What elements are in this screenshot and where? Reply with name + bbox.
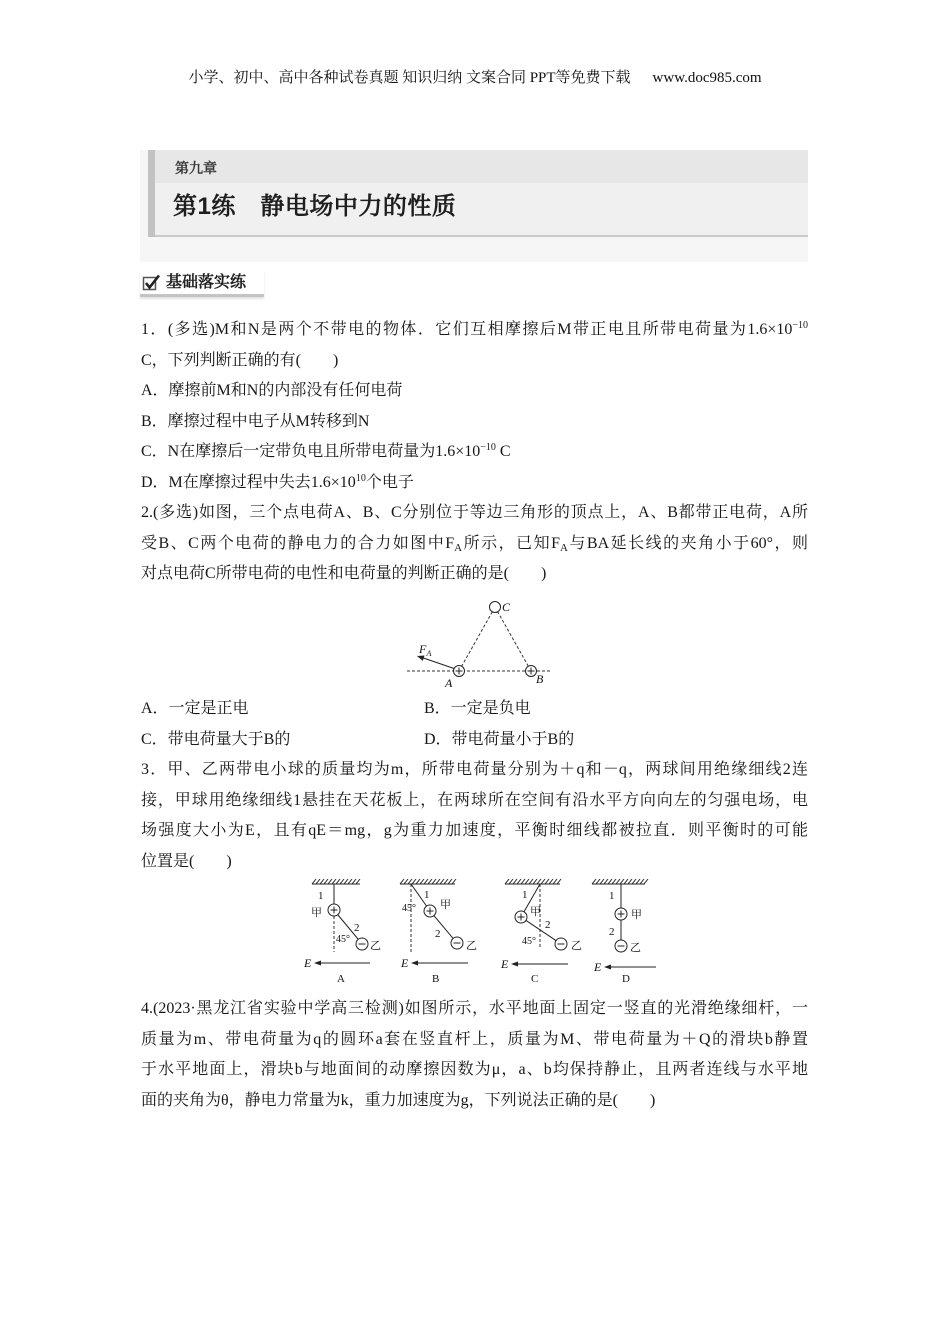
q2-option-d: D．带电荷量小于B的 [424,730,575,748]
panel-letter: C [531,973,539,985]
label-force-subscript: A [426,649,432,658]
banner-left-bar [148,150,155,237]
q1-option-d-tail: 个电子 [365,473,414,491]
q3-line-3: 场强度大小为E，且有qE＝mg，g为重力加速度，平衡时细线都被拉直．则平衡时的可能 [141,822,808,839]
q1-line-2: C，下列判断正确的有( ) [141,351,339,369]
thread-1-label: 1 [424,889,430,901]
q2-option-c: C．带电荷量大于B的 [141,730,291,748]
q1-option-c-text: C．N在摩擦后一定带负电且所带电荷量为1.6×10 [141,443,481,460]
field-arrow-head [511,962,518,967]
field-label: E [304,956,312,970]
q2-option-a: A．一定是正电 [141,700,249,717]
q1-option-d-text: D．M在摩擦过程中失去1.6×10 [141,473,356,491]
checkbox-checked-icon [142,273,162,293]
thread-2-label: 2 [545,919,551,931]
label-c: C [502,600,511,614]
q2-line-2-part-2: 所示，已知F [462,534,560,552]
ball-yi-label: 乙 [370,940,381,952]
field-arrow-head [314,961,321,966]
q4-line-4: 面的夹角为θ，静电力常量为k，重力加速度为g，下列说法正确的是( ) [141,1091,656,1109]
panel-letter: D [622,973,630,985]
panel-b [400,879,477,985]
q2-options-row-2 [141,725,808,756]
q2-line-2-part-1: 受B、C两个电荷的静电力的合力如图中F [141,534,455,552]
ceiling-hatch [312,879,360,884]
q3-line-2: 接，甲球用绝缘细线1悬挂在天花板上，在两球所在空间有沿水平方向向左的匀强电场，电 [141,791,808,809]
question-block-2 [141,694,808,877]
q1-option-b: B．摩擦过程中电子从M转移到N [141,412,370,430]
question-block-3 [141,994,808,1116]
ball-yi-label: 乙 [571,940,582,952]
ball-jia-label: 甲 [530,906,541,918]
label-force: F [419,642,427,656]
q1-option-d [141,468,808,499]
q3-line-1: 3．甲、乙两带电小球的质量均为m，所带电荷量分别为＋q和－q，两球间用绝缘细线2连 [141,761,808,778]
q1-exponent: −10 [792,320,808,331]
section-title: 基础落实练 [166,274,247,291]
q2-line-2-part-3: 与BA延长线的夹角小于60°，则 [567,534,808,552]
thread-2-label: 2 [609,926,615,938]
ceiling-hatch [505,879,561,884]
thread-1-label: 1 [318,890,324,902]
q4-line-1: 4.(2023·黑龙江省实验中学高三检测)如图所示，水平地面上固定一竖直的光滑绝缘细杆，一 [141,1000,808,1017]
ball-jia-label: 甲 [440,899,451,911]
q3-line-4: 位置是( ) [141,852,232,870]
field-label: E [594,960,602,974]
q1-option-a: A．摩擦前M和N的内部没有任何电荷 [141,382,403,399]
side-cb-dashed-line [495,607,531,671]
figure-hanging-balls [300,875,665,990]
q1-option-c-unit: C [495,443,511,460]
q4-line-2: 质量为m、带电荷量为q的圆环a套在竖直杆上，质量为M、带电荷量为＋Q的滑块b静置 [141,1030,808,1048]
label-a: A [445,676,453,690]
ball-yi-label: 乙 [466,940,477,952]
charge-c [490,602,501,613]
q4-line-3: 于水平地面上，滑块b与地面间的动摩擦因数为μ，a、b均保持静止，且两者连线与水平地 [141,1061,808,1078]
q1-option-c [141,437,808,468]
ceiling-hatch [400,879,456,884]
chapter-label: 第九章 [175,160,217,176]
question-block-1 [141,315,808,590]
q2-line-1: 2.(多选)如图，三个点电荷A、B、C分别位于等边三角形的顶点上，A、B都带正电荷，A所 [141,504,808,521]
thread-2-label: 2 [354,922,360,934]
section-tag [140,270,264,297]
panel-c [500,879,582,985]
ball-jia-label: 甲 [631,909,642,921]
angle-label: 45° [522,936,536,947]
force-arrow-line [422,658,454,669]
site-header-text: 小学、初中、高中各种试卷真题 知识归纳 文案合同 PPT等免费下载 [188,70,631,86]
q1-option-d-exponent: 10 [355,472,366,484]
q2-force-subscript-1: A [454,541,463,554]
field-arrow-head [411,961,418,966]
q2-line-2 [141,529,808,560]
q2-options-row-1 [141,694,808,725]
panel-letter: B [432,973,440,985]
q2-line-3: 对点电荷C所带电荷的电性和电荷量的判断正确的是( ) [141,565,547,582]
ball-jia-label: 甲 [311,907,322,919]
side-ac-dashed-line [459,607,495,671]
label-b: B [536,672,544,686]
field-arrow-head [604,965,611,970]
field-label: E [401,956,409,970]
panel-a [303,879,381,985]
page-title: 第1练 静电场中力的性质 [173,193,457,220]
q2-force-subscript-2: A [559,541,568,554]
thread-2-label: 2 [435,928,441,940]
panel-d [592,879,656,985]
q2-option-b: B．一定是负电 [424,700,531,717]
q1-line-1-text: 1．(多选)M和N是两个不带电的物体．它们互相摩擦后M带正电且所带电荷量为1.6×10 [141,321,793,338]
ball-yi-label: 乙 [630,942,641,954]
site-url: www.doc985.com [652,70,762,86]
site-header [0,67,950,89]
q1-option-c-exponent: −10 [480,442,496,453]
force-arrow-head [417,656,425,661]
angle-label: 45° [402,903,416,914]
q1-line-1 [141,315,808,346]
thread-1-label: 1 [609,890,615,902]
ceiling-hatch [592,879,648,884]
banner-top-strip [148,150,808,183]
thread-1-label: 1 [522,889,528,901]
panel-letter: A [337,973,345,985]
angle-label: 45° [336,934,350,945]
figure-triangle-charges [400,595,555,691]
field-label: E [501,957,509,971]
